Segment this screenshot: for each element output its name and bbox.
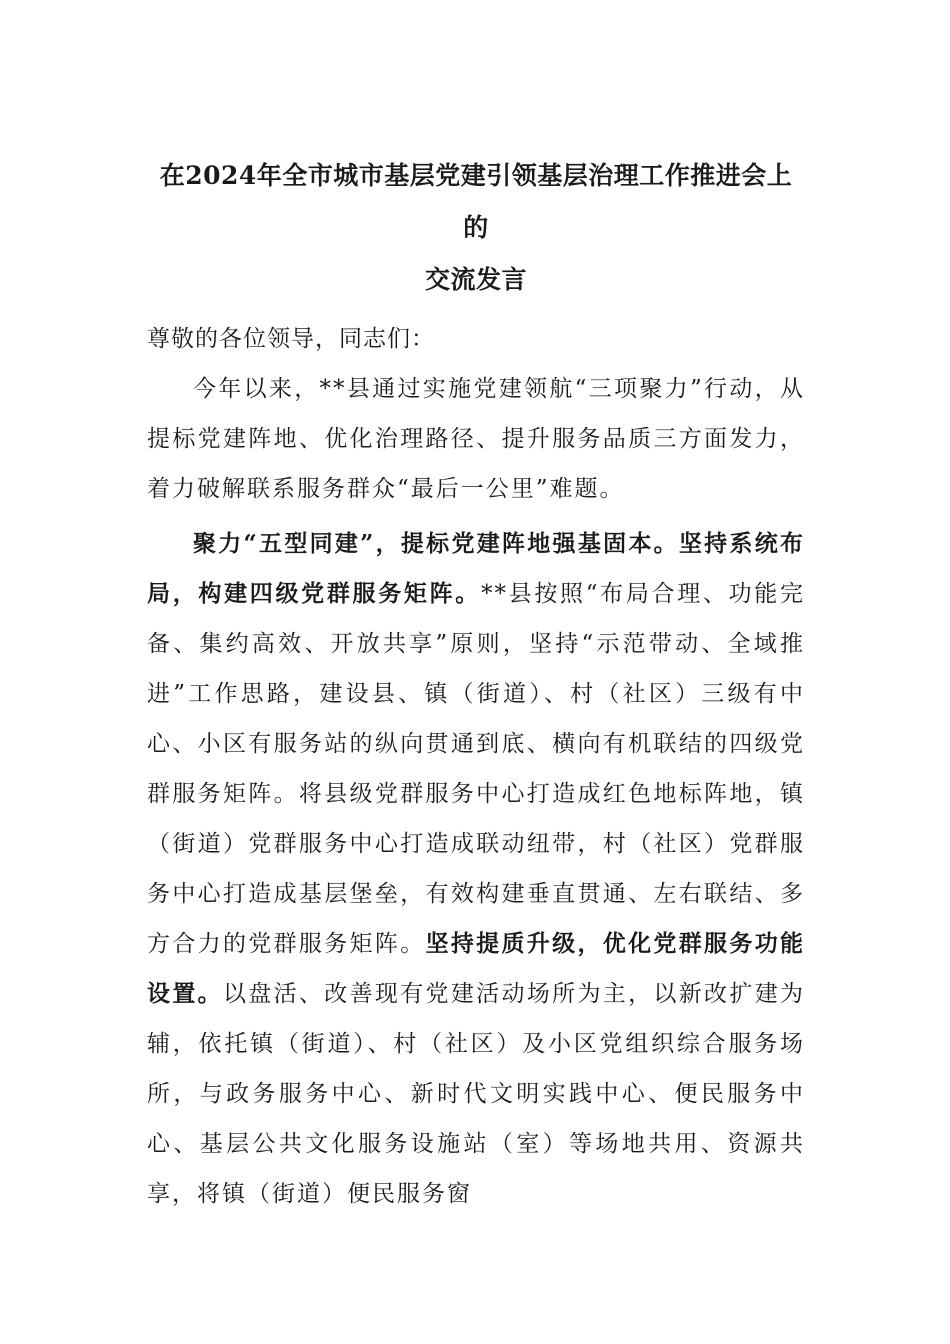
section-1-paragraph [147,519,805,1219]
section-1-text-2: 以盘活、改善现有党建活动场所为主，以新改扩建为辅，依托镇（街道）、村（社区）及小区党组织综合服务场所，与政务服务中心、新时代文明实践中心、便民服务中心、基层公共文化服务设施站（室）等场地共用、资源共享，将镇（街道）便民服务窗 [147,981,806,1207]
section-1-subheading-2: 坚持提质升级，优化党群服务功能设置。 [147,930,806,1007]
salutation: 尊敬的各位领导，同志们： [147,326,435,352]
intro-paragraph: 今年以来，**县通过实施党建领航“三项聚力”行动，从提标党建阵地、优化治理路径、提升服务品质三方面发力，着力破解联系服务群众“最后一公里”难题。 [147,376,805,502]
document-page [147,150,805,1219]
document-title [147,150,805,306]
section-1-subheading-1: 坚持系统布局，构建四级党群服务矩阵。 [147,530,805,607]
section-1-heading: 聚力“五型同建”，提标党建阵地强基固本。 [193,530,679,557]
title-line-2: 交流发言 [424,265,527,294]
title-line-1: 在2024年全市城市基层党建引领基层治理工作推进会上的 [159,161,793,242]
section-1-text-1: **县按照“布局合理、功能完备、集约高效、开放共享”原则，坚持“示范带动、全域推进”工作思路，建设县、镇（街道）、村（社区）三级有中心、小区有服务站的纵向贯通到底、横向有机联结的四级党群服务矩阵。将县级党群服务中心打造成红色地标阵地，镇（街道）党群服务中心打造成联动纽带，村（社区）党群服务中心打造成基层堡垒，有效构建垂直贯通、左右联结、多方合力的党群服务矩阵。 [147,581,805,957]
